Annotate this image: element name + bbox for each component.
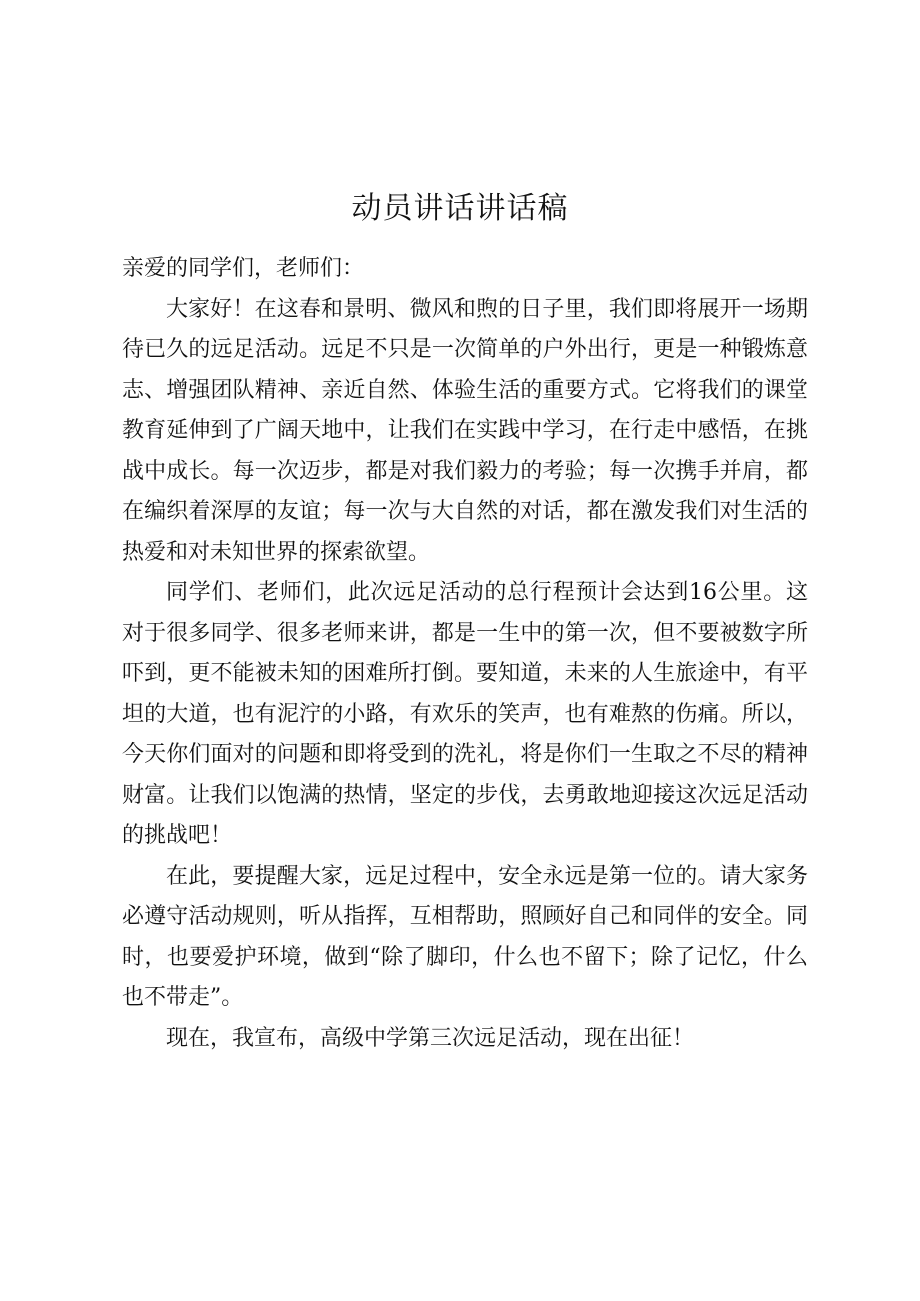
paragraph-announcement: 现在，我宣布，高级中学第三次远足活动，现在出征！ [166, 1025, 695, 1051]
paragraph-safety: 在此，要提醒大家，远足过程中，安全永远是第一位的。请大家务必遵守活动规则，听从指挥，互相帮助，照顾好自己和同伴的安全。同时，也要爱护环境，做到“除了脚印，什么也不留下；除了记忆，什么也不带走”。 [122, 863, 808, 1010]
paragraph-distance: 同学们、老师们，此次远足活动的总行程预计会达到16公里。这对于很多同学、很多老师来讲，都是一生中的第一次，但不要被数字所吓到，更不能被未知的困难所打倒。要知道，未来的人生旅途中，有平坦的大道，也有泥泞的小路，有欢乐的笑声，也有难熬的伤痛。所以，今天你们面对的问题和即将受到的洗礼，将是你们一生取之不尽的精神财富。让我们以饱满的热情，坚定的步伐，去勇敢地迎接这次远足活动的挑战吧！ [122, 580, 808, 848]
document-body [122, 249, 808, 1059]
document-title: 动员讲话讲话稿 [351, 191, 569, 226]
paragraph-greeting: 大家好！在这春和景明、微风和煦的日子里，我们即将展开一场期待已久的远足活动。远足不只是一次简单的户外出行，更是一种锻炼意志、增强团队精神、亲近自然、体验生活的重要方式。它将我们的课堂教育延伸到了广阔天地中，让我们在实践中学习，在行走中感悟，在挑战中成长。每一次迈步，都是对我们毅力的考验；每一次携手并肩，都在编织着深厚的友谊；每一次与大自然的对话，都在激发我们对生活的热爱和对未知世界的探索欲望。 [122, 296, 808, 565]
salutation: 亲爱的同学们，老师们： [122, 256, 365, 281]
